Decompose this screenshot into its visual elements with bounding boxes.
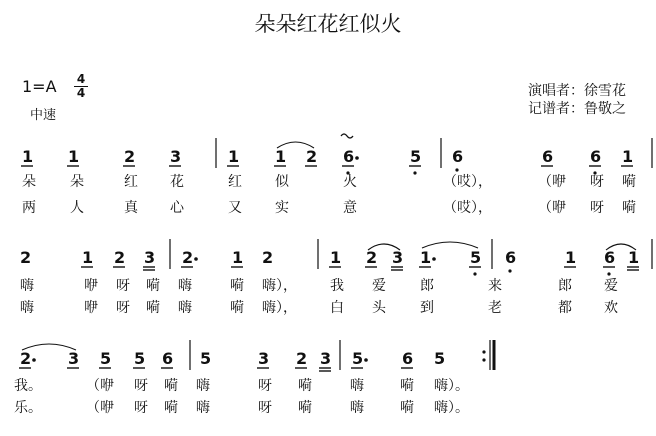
lyric-syllable: 嗨 bbox=[350, 400, 364, 416]
lyric-syllable: 来 bbox=[488, 278, 502, 294]
augmentation-dot bbox=[32, 358, 36, 362]
note-digit: 3 bbox=[68, 349, 80, 368]
note-digit: 6 bbox=[452, 147, 464, 166]
note-digit: 3 bbox=[320, 349, 332, 368]
lyric-syllable: （咿 bbox=[538, 200, 566, 216]
lyric-syllable: 嗨）。 bbox=[434, 400, 469, 416]
lyric-syllable: 红 bbox=[124, 174, 138, 190]
ornament-turn bbox=[341, 134, 353, 138]
lyric-syllable: 嗬 bbox=[230, 278, 244, 294]
lyric-syllable: 咿 bbox=[84, 278, 98, 294]
time-sig-top: 4 bbox=[76, 72, 86, 86]
note-digit: 6 bbox=[162, 349, 174, 368]
octave-dot-below bbox=[607, 272, 610, 275]
note-digit: 5 bbox=[352, 349, 364, 368]
note-digit: 1 bbox=[68, 147, 80, 166]
lyric-syllable: 心 bbox=[170, 200, 184, 216]
lyric-syllable: 欢 bbox=[604, 300, 618, 316]
note-digit: 3 bbox=[170, 147, 182, 166]
lyric-syllable: 嗨 bbox=[196, 378, 210, 394]
lyric-syllable: 都 bbox=[558, 300, 572, 316]
note-digit: 2 bbox=[296, 349, 308, 368]
note-digit: 6 bbox=[343, 147, 355, 166]
note-digit: 1 bbox=[628, 248, 640, 267]
lyric-syllable: 花 bbox=[170, 174, 184, 190]
lyric-syllable: 嗨 bbox=[178, 278, 192, 294]
note-digit: 3 bbox=[258, 349, 270, 368]
note-digit: 1 bbox=[232, 248, 244, 267]
note-digit: 5 bbox=[434, 349, 446, 368]
repeat-dot bbox=[482, 350, 485, 353]
note-digit: 6 bbox=[590, 147, 602, 166]
lyric-syllable: （哎）， bbox=[443, 174, 492, 190]
lyric-syllable: 嗨 bbox=[178, 300, 192, 316]
lyric-syllable: 嗨 bbox=[350, 378, 364, 394]
augmentation-dot bbox=[432, 257, 436, 261]
note-digit: 1 bbox=[22, 147, 34, 166]
lyric-syllable: 郎 bbox=[558, 278, 572, 294]
octave-dot-below bbox=[455, 168, 458, 171]
lyric-syllable: 朵 bbox=[70, 174, 84, 190]
note-digit: 5 bbox=[410, 147, 422, 166]
lyric-syllable: 火 bbox=[343, 174, 357, 190]
octave-dot-below bbox=[413, 171, 416, 174]
lyric-syllable: 似 bbox=[275, 174, 289, 190]
lyric-syllable: 嗬 bbox=[622, 174, 636, 190]
note-digit: 5 bbox=[134, 349, 146, 368]
note-digit: 1 bbox=[228, 147, 240, 166]
note-digit: 2 bbox=[114, 248, 126, 267]
note-digit: 2 bbox=[306, 147, 318, 166]
transcriber-label: 记谱者： bbox=[528, 101, 584, 117]
note-digit: 2 bbox=[124, 147, 136, 166]
note-digit: 2 bbox=[366, 248, 378, 267]
note-digit: 6 bbox=[402, 349, 414, 368]
note-digit: 5 bbox=[100, 349, 112, 368]
singer-name: 徐雪花 bbox=[584, 83, 626, 99]
note-digit: 2 bbox=[262, 248, 274, 267]
lyric-syllable: 郎 bbox=[420, 278, 434, 294]
note-digit: 1 bbox=[82, 248, 94, 267]
lyric-syllable: 嗬 bbox=[298, 378, 312, 394]
lyric-syllable: 呀 bbox=[134, 378, 148, 394]
augmentation-dot bbox=[194, 257, 198, 261]
lyric-syllable: 呀 bbox=[590, 200, 604, 216]
note-digit: 2 bbox=[20, 349, 32, 368]
augmentation-dot bbox=[355, 156, 359, 160]
note-digit: 1 bbox=[622, 147, 634, 166]
lyric-syllable: 咿 bbox=[84, 300, 98, 316]
note-digit: 6 bbox=[542, 147, 554, 166]
lyric-syllable: 嗨）， bbox=[262, 278, 297, 294]
lyric-syllable: 嗬 bbox=[298, 400, 312, 416]
time-sig-bottom: 4 bbox=[76, 86, 86, 100]
octave-dot-below bbox=[473, 272, 476, 275]
lyric-syllable: 嗬 bbox=[230, 300, 244, 316]
title: 朵朵红花红似火 bbox=[254, 12, 402, 36]
lyric-syllable: 我 bbox=[330, 278, 344, 294]
lyric-syllable: 到 bbox=[420, 300, 434, 316]
lyric-syllable: 白 bbox=[330, 300, 344, 316]
lyric-syllable: 嗬 bbox=[164, 400, 178, 416]
lyric-syllable: 爱 bbox=[372, 278, 386, 294]
lyric-syllable: 两 bbox=[22, 200, 36, 216]
lyric-syllable: 嗨）。 bbox=[434, 378, 469, 394]
lyric-syllable: （咿 bbox=[86, 378, 114, 394]
lyric-syllable: 呀 bbox=[258, 378, 272, 394]
lyric-syllable: 嗬 bbox=[164, 378, 178, 394]
note-digit: 3 bbox=[392, 248, 404, 267]
lyric-syllable: 呀 bbox=[116, 278, 130, 294]
note-digit: 5 bbox=[200, 349, 212, 368]
transcriber-name: 鲁敬之 bbox=[584, 101, 626, 117]
lyric-syllable: 嗬 bbox=[146, 278, 160, 294]
note-digit: 3 bbox=[144, 248, 156, 267]
note-digit: 1 bbox=[330, 248, 342, 267]
lyric-syllable: 呀 bbox=[116, 300, 130, 316]
lyric-syllable: 朵 bbox=[22, 174, 36, 190]
note-digit: 6 bbox=[604, 248, 616, 267]
lyric-syllable: 我。 bbox=[14, 378, 42, 394]
note-digit: 1 bbox=[565, 248, 577, 267]
lyric-syllable: 嗨 bbox=[20, 300, 34, 316]
lyric-syllable: 嗬 bbox=[400, 378, 414, 394]
singer-label: 演唱者： bbox=[528, 83, 584, 99]
augmentation-dot bbox=[364, 358, 368, 362]
lyric-syllable: 嗨）， bbox=[262, 300, 297, 316]
lyric-syllable: 又 bbox=[228, 200, 242, 216]
lyric-syllable: 嗬 bbox=[622, 200, 636, 216]
lyric-syllable: 实 bbox=[275, 200, 289, 216]
lyric-syllable: 头 bbox=[372, 300, 386, 316]
lyric-syllable: 爱 bbox=[604, 278, 618, 294]
lyric-syllable: 老 bbox=[488, 300, 502, 316]
lyric-syllable: （咿 bbox=[538, 174, 566, 190]
lyric-syllable: 嗨 bbox=[196, 400, 210, 416]
note-digit: 1 bbox=[275, 147, 287, 166]
note-digit: 2 bbox=[182, 248, 194, 267]
lyric-syllable: 呀 bbox=[134, 400, 148, 416]
repeat-dot bbox=[482, 358, 485, 361]
octave-dot-below bbox=[508, 269, 511, 272]
lyric-syllable: 红 bbox=[228, 174, 242, 190]
tempo-marking: 中速 bbox=[30, 108, 57, 123]
lyric-syllable: 乐。 bbox=[14, 400, 42, 416]
lyric-syllable: 意 bbox=[343, 200, 357, 216]
note-digit: 1 bbox=[420, 248, 432, 267]
lyric-syllable: 呀 bbox=[590, 174, 604, 190]
note-digit: 2 bbox=[20, 248, 32, 267]
lyric-syllable: （咿 bbox=[86, 400, 114, 416]
note-digit: 5 bbox=[470, 248, 482, 267]
key-signature: 1=A bbox=[22, 77, 57, 96]
lyric-syllable: 人 bbox=[70, 200, 84, 216]
lyric-syllable: 真 bbox=[124, 200, 138, 216]
lyric-syllable: 嗬 bbox=[146, 300, 160, 316]
lyric-syllable: 嗨 bbox=[20, 278, 34, 294]
lyric-syllable: 呀 bbox=[258, 400, 272, 416]
lyric-syllable: 嗬 bbox=[400, 400, 414, 416]
lyric-syllable: （哎）， bbox=[443, 200, 492, 216]
note-digit: 6 bbox=[505, 248, 517, 267]
